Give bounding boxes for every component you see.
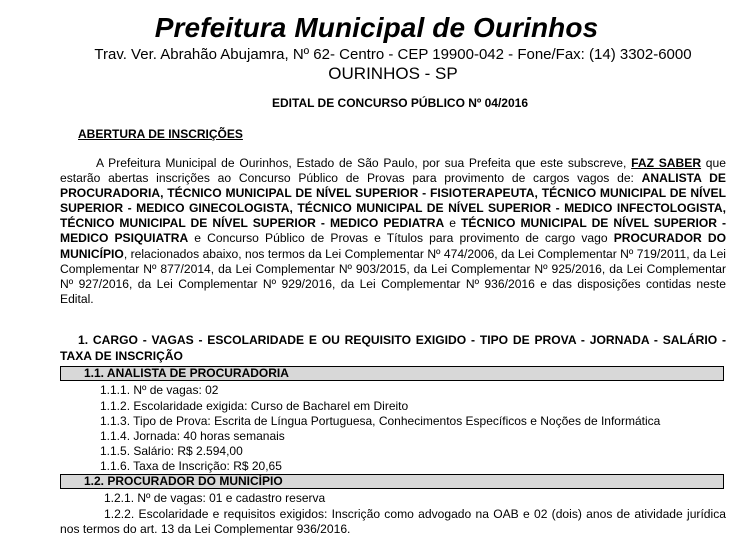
subsection-bar-procurador — [60, 474, 724, 489]
list-item: 1.1.3. Tipo de Prova: Escrita de Língua Portuguesa, Conhecimentos Específicos e Noções de Informática — [100, 414, 661, 428]
list-item: 1.1.5. Salário: R$ 2.594,00 — [100, 444, 243, 458]
list-item: 1.1.2. Escolaridade exigida: Curso de Bacharel em Direito — [100, 399, 409, 413]
abertura-text-1: A Prefeitura Municipal de Ourinhos, Estado de São Paulo, por sua Prefeita que este subscreve, — [96, 156, 632, 170]
city-line: OURINHOS - SP — [328, 64, 458, 83]
address-line: Trav. Ver. Abrahão Abujamra, Nº 62- Centro - CEP 19900-042 - Fone/Fax: (14) 3302-6000 — [94, 46, 692, 63]
abertura-heading: ABERTURA DE INSCRIÇÕES — [78, 127, 243, 141]
list-item: 1.1.6. Taxa de Inscrição: R$ 20,65 — [100, 459, 282, 473]
document-title: Prefeitura Municipal de Ourinhos — [154, 12, 599, 43]
cargo-psiquiatra: TÉCNICO MUNICIPAL DE NÍVEL SUPERIOR - MEDICO PSIQUIATRA — [60, 216, 726, 246]
section1-heading-text: 1. CARGO - VAGAS - ESCOLARIDADE E OU REQUISITO EXIGIDO - TIPO DE PROVA - JORNADA - SALÁRIO - TAXA DE INSCRIÇÃO — [60, 333, 726, 363]
abertura-text-2: que estarão abertas inscrições ao Concurso Público de Provas para provimento de cargos vagos de: — [60, 156, 726, 186]
cargo-procurador: PROCURADOR DO MUNICÍPIO — [60, 231, 726, 261]
subsection-title-procurador: 1.2. PROCURADOR DO MUNICÍPIO — [84, 474, 283, 488]
list-item-paragraph-text: 1.2.2. Escolaridade e requisitos exigidos: Inscrição como advogado na OAB e 02 (dois) anos de atividade jurídica nos termos do art. 13 da Lei Complementar 936/2016. — [60, 507, 726, 537]
list-item-paragraph — [60, 507, 726, 537]
subsection-bar-analista — [60, 366, 724, 381]
subsection-title-analista: 1.1. ANALISTA DE PROCURADORIA — [84, 366, 289, 380]
list-item: 1.1.4. Jornada: 40 horas semanais — [100, 429, 285, 443]
abertura-text-5: , relacionados abaixo, nos termos da Lei Complementar Nº 474/2006, da Lei Complementar Nº 719/2011, da Lei Complementar Nº 877/2014, da Lei Complementar Nº 903/2015, da Lei Complementar Nº 925/2016, da Lei Complementar Nº 927/2016, da Lei Complementar Nº 929/2016, da Lei Complementar Nº 936/2016 e das disposições contidas neste Edital. — [60, 246, 726, 306]
faz-saber: FAZ SABER — [631, 156, 702, 170]
list-item: 1.1.1. Nº de vagas: 02 — [100, 383, 219, 397]
edital-heading: EDITAL DE CONCURSO PÚBLICO Nº 04/2016 — [272, 96, 528, 110]
section1-heading — [60, 333, 726, 364]
abertura-paragraph — [60, 156, 726, 307]
abertura-text-3: e — [444, 216, 462, 231]
cargos-list: ANALISTA DE PROCURADORIA, TÉCNICO MUNICIPAL DE NÍVEL SUPERIOR - FISIOTERAPEUTA, TÉCNICO MUNICIPAL DE NÍVEL SUPERIOR - MEDICO GINECOLOGISTA, TÉCNICO MUNICIPAL DE NÍVEL SUPERIOR - MEDICO INFECTOLOGISTA, TÉCNICO MUNICIPAL DE NÍVEL SUPERIOR - MEDICO PEDIATRA — [60, 171, 726, 231]
list-item: 1.2.1. Nº de vagas: 01 e cadastro reserva — [104, 491, 326, 505]
abertura-text-4: e Concurso Público de Provas e Títulos para provimento de cargo vago — [188, 231, 614, 246]
